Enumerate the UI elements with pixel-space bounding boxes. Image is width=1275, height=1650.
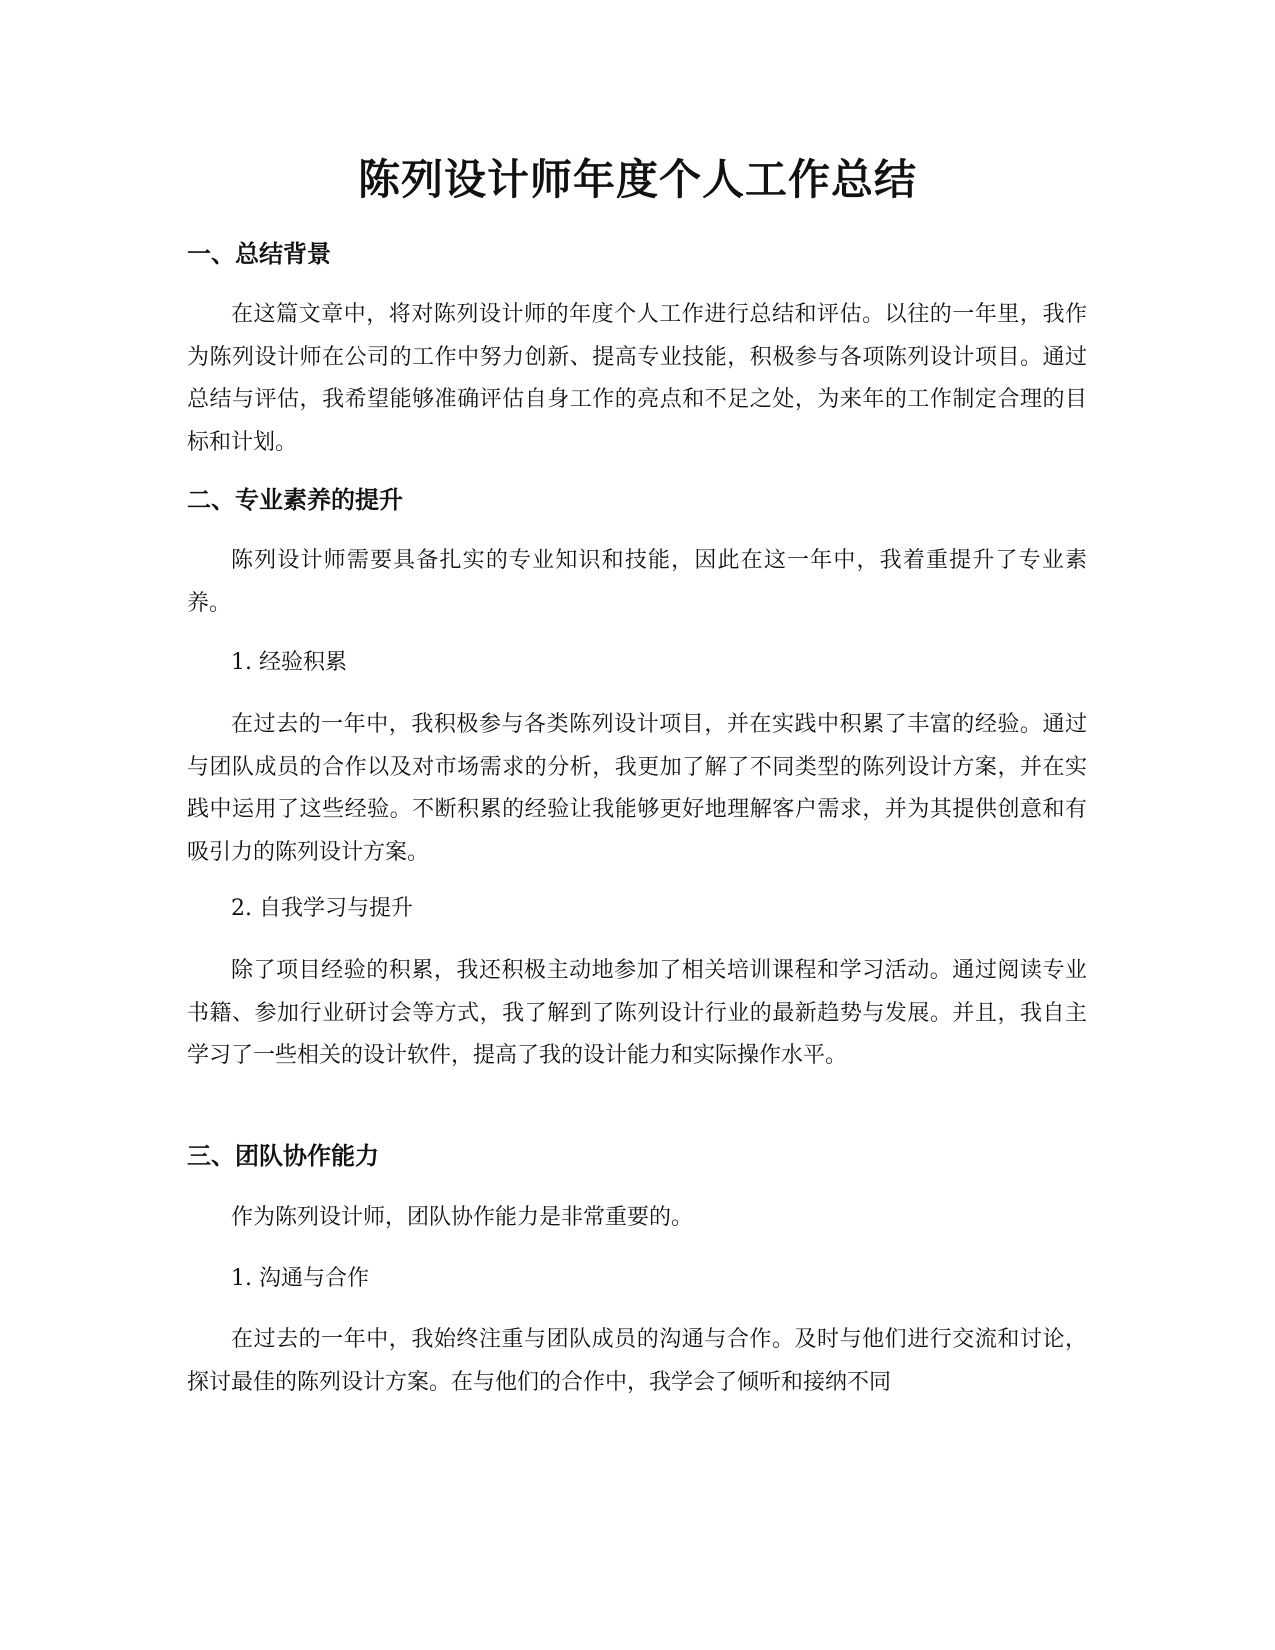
paragraph-experience: 在过去的一年中，我积极参与各类陈列设计项目，并在实践中积累了丰富的经验。通过与团队成员的合作以及对市场需求的分析，我更加了解了不同类型的陈列设计方案，并在实践中运用了这些经验。不断积累的经验让我能够更好地理解客户需求，并为其提供创意和有吸引力的陈列设计方案。 bbox=[187, 712, 1087, 865]
subheading-self-learning: 2. 自我学习与提升 bbox=[231, 896, 413, 921]
subheading-communication: 1. 沟通与合作 bbox=[231, 1266, 369, 1291]
paragraph-communication: 在过去的一年中，我始终注重与团队成员的沟通与合作。及时与他们进行交流和讨论，探讨最佳的陈列设计方案。在与他们的合作中，我学会了倾听和接纳不同 bbox=[187, 1327, 1087, 1395]
section-heading-professional: 二、专业素养的提升 bbox=[187, 486, 403, 514]
section-heading-background: 一、总结背景 bbox=[187, 240, 331, 268]
section-heading-teamwork: 三、团队协作能力 bbox=[187, 1142, 379, 1170]
paragraph-self-learning: 除了项目经验的积累，我还积极主动地参加了相关培训课程和学习活动。通过阅读专业书籍、参加行业研讨会等方式，我了解到了陈列设计行业的最新趋势与发展。并且，我自主学习了一些相关的设计软件，提高了我的设计能力和实际操作水平。 bbox=[187, 958, 1087, 1068]
paragraph-professional-intro: 陈列设计师需要具备扎实的专业知识和技能，因此在这一年中，我着重提升了专业素养。 bbox=[187, 548, 1087, 616]
subheading-experience: 1. 经验积累 bbox=[231, 650, 347, 675]
paragraph-background: 在这篇文章中，将对陈列设计师的年度个人工作进行总结和评估。以往的一年里，我作为陈列设计师在公司的工作中努力创新、提高专业技能，积极参与各项陈列设计项目。通过总结与评估，我希望能够准确评估自身工作的亮点和不足之处，为来年的工作制定合理的目标和计划。 bbox=[187, 302, 1087, 455]
document-title: 陈列设计师年度个人工作总结 bbox=[357, 155, 917, 204]
paragraph-teamwork-intro: 作为陈列设计师，团队协作能力是非常重要的。 bbox=[231, 1205, 694, 1230]
